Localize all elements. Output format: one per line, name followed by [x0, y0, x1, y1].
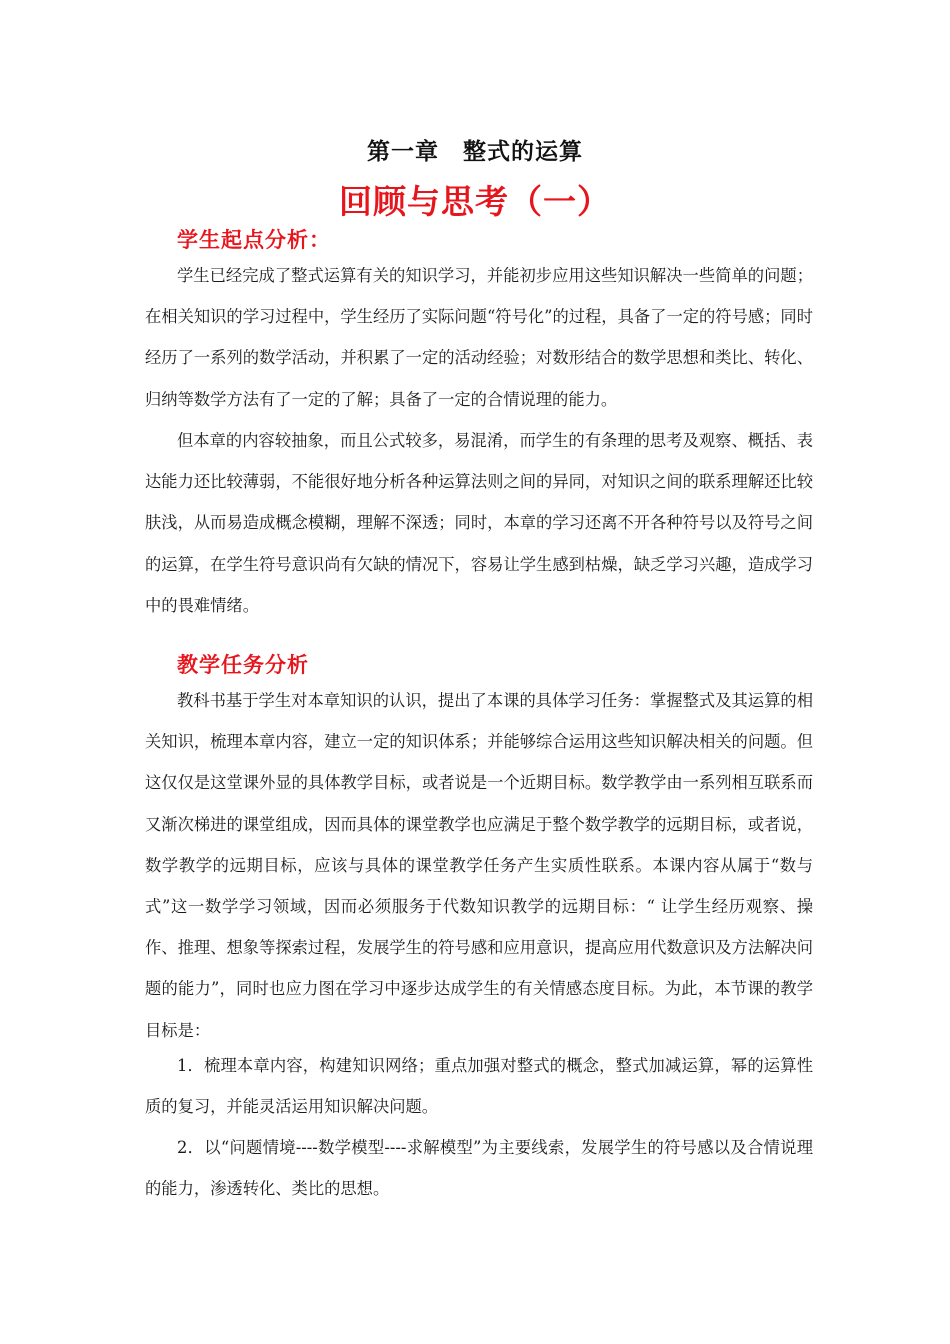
paragraph-goal-1: 1．梳理本章内容，构建知识网络；重点加强对整式的概念，整式加减运算，幂的运算性质的复习，并能灵活运用知识解决问题。 [145, 1056, 813, 1117]
lesson-title: 回顾与思考（一） [339, 182, 611, 221]
paragraph-student-analysis-1: 学生已经完成了整式运算有关的知识学习，并能初步应用这些知识解决一些简单的问题；在相关知识的学习过程中，学生经历了实际问题“符号化”的过程，具备了一定的符号感；同时经历了一系列的数学活动，并积累了一定的活动经验；对数形结合的数学思想和类比、转化、归纳等数学方法有了一定的了解；具备了一定的合情说理的能力。 [145, 266, 813, 409]
chapter-title: 第一章 整式的运算 [367, 139, 583, 165]
paragraph-goal-2: 2．以“问题情境----数学模型----求解模型”为主要线索，发展学生的符号感以及合情说理的能力，渗透转化、类比的思想。 [145, 1138, 813, 1199]
paragraph-student-analysis-2: 但本章的内容较抽象，而且公式较多，易混淆，而学生的有条理的思考及观察、概括、表达能力还比较薄弱，不能很好地分析各种运算法则之间的异同，对知识之间的联系理解还比较肤浅，从而易造成概念模糊，理解不深透；同时，本章的学习还离不开各种符号以及符号之间的运算，在学生符号意识尚有欠缺的情况下，容易让学生感到枯燥，缺乏学习兴趣，造成学习中的畏难情绪。 [145, 431, 813, 615]
paragraph-task-analysis-1: 教科书基于学生对本章知识的认识，提出了本课的具体学习任务：掌握整式及其运算的相关知识，梳理本章内容，建立一定的知识体系；并能够综合运用这些知识解决相关的问题。但这仅仅是这堂课外显的具体教学目标，或者说是一个近期目标。数学教学由一系列相互联系而又渐次梯进的课堂组成，因而具体的课堂教学也应满足于整个数学教学的远期目标，或者说，数学教学的远期目标，应该与具体的课堂教学任务产生实质性联系。本课内容从属于“数与式”这一数学学习领域，因而必须服务于代数知识教学的远期目标：“ 让学生经历观察、操作、推理、想象等探索过程，发展学生的符号感和应用意识，提高应用代数意识及方法解决问题的能力”，同时也应力图在学习中逐步达成学生的有关情感态度目标。为此，本节课的教学目标是： [145, 691, 813, 1040]
section-heading-task-analysis: 教学任务分析 [177, 653, 309, 677]
section-heading-student-analysis: 学生起点分析： [177, 228, 331, 252]
